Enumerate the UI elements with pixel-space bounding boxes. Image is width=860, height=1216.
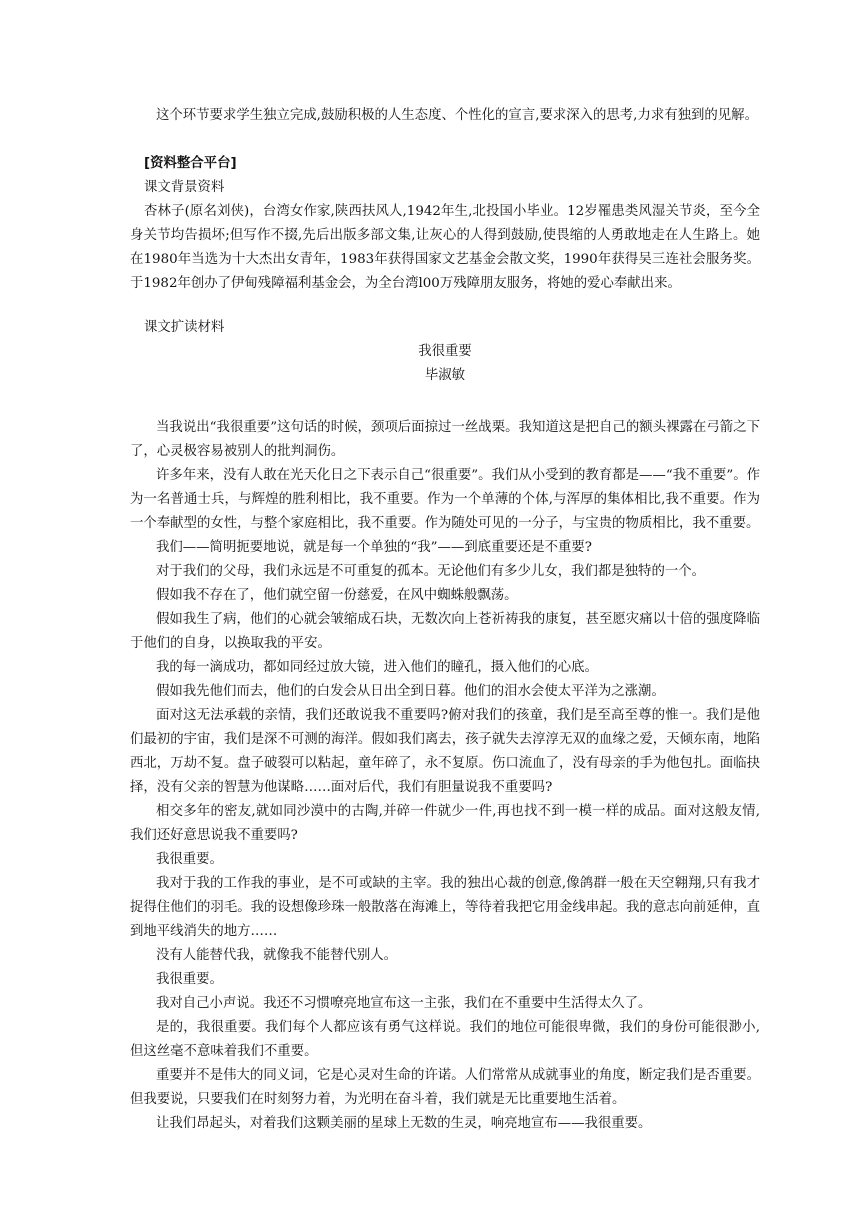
article-title: 我很重要 <box>418 344 472 359</box>
article-paragraph: 对于我们的父母，我们永远是不可重复的孤本。无论他们有多少儿女，我们都是独特的一个。 <box>156 564 706 579</box>
article-paragraph: 我很重要。 <box>156 972 223 987</box>
intro-paragraph: 这个环节要求学生独立完成,鼓励积极的人生态度、个性化的宣言,要求深入的思考,力求有独到的见解。 <box>156 108 758 123</box>
article-paragraph: 假如我不存在了，他们就空留一份慈爱，在风中蜘蛛般飘荡。 <box>156 588 518 603</box>
background-paragraph: 杏林子(原名刘侠)，台湾女作家,陕西扶风人,1942年生,北投国小毕业。12岁罹患类风湿关节炎，至今全身关节均告损坏;但写作不掇,先后出版多部文集,让灰心的人得到鼓励,使畏缩的人勇敢地走在人生路上。她在1980年当选为十大杰出女青年，1983年获得国家文艺基金会散文奖，1990年获得吴三连社会服务奖。于1982年创办了伊甸残障福利基金会，为全台湾l00万残障朋友服务，将她的爱心奉献出来。 <box>130 204 760 291</box>
article-paragraph: 我对自己小声说。我还不习惯嘹亮地宣布这一主张，我们在不重要中生活得太久了。 <box>156 996 652 1011</box>
article-paragraph: 假如我生了病，他们的心就会皱缩成石块，无数次向上苍祈祷我的康复，甚至愿灾痛以十倍的强度降临于他们的自身，以换取我的平安。 <box>130 612 760 651</box>
article-paragraph: 让我们昂起头，对着我们这颗美丽的星球上无数的生灵，响亮地宣布——我很重要。 <box>156 1116 652 1131</box>
article-paragraph: 我对于我的工作我的事业，是不可或缺的主宰。我的独出心裁的创意,像鸽群一般在天空翱翔,只有我才捉得住他们的羽毛。我的设想像珍珠一般散落在海滩上，等待着我把它用金线串起。我的意志向前延伸，直到地平线消失的地方…… <box>130 876 760 939</box>
article-paragraph: 没有人能替代我，就像我不能替代别人。 <box>156 948 398 963</box>
article-paragraph: 许多年来，没有人敢在光天化日之下表示自己“很重要”。我们从小受到的教育都是——“我不重要”。作为一名普通士兵，与辉煌的胜利相比，我不重要。作为一个单薄的个体,与浑厚的集体相比,我不重要。作为一个奉献型的女性，与整个家庭相比，我不重要。作为随处可见的一分子，与宝贵的物质相比，我不重要。 <box>130 468 760 531</box>
article-paragraph: 假如我先他们而去，他们的白发会从日出全到日暮。他们的泪水会使太平洋为之涨潮。 <box>156 684 665 699</box>
spacer <box>130 388 760 416</box>
article-paragraph: 当我说出“我很重要”这句话的时候，颈项后面掠过一丝战栗。我知道这是把自己的额头裸露在弓箭之下了，心灵极容易被别人的批判洞伤。 <box>130 420 760 459</box>
article-paragraph: 是的，我很重要。我们每个人都应该有勇气这样说。我们的地位可能很卑微，我们的身份可能很渺小,但这丝毫不意味着我们不重要。 <box>130 1020 760 1059</box>
background-label: 课文背景资料 <box>144 180 225 195</box>
extended-reading-label: 课文扩读材料 <box>144 320 225 335</box>
article-paragraph: 重要并不是伟大的同义词，它是心灵对生命的许诺。人们常常从成就事业的角度，断定我们是否重要。但我要说，只要我们在时刻努力着，为光明在奋斗着，我们就是无比重要地生活着。 <box>130 1068 760 1107</box>
article-paragraph: 相交多年的密友,就如同沙漠中的古陶,并碎一件就少一件,再也找不到一模一样的成品。面对这般友情,我们还好意思说我不重要吗? <box>130 804 760 843</box>
spacer <box>130 296 760 316</box>
spacer <box>130 128 760 152</box>
article-paragraph: 我很重要。 <box>156 852 223 867</box>
article-author: 毕淑敏 <box>424 368 466 383</box>
article-paragraph: 面对这无法承载的亲情，我们还敢说我不重要吗?俯对我们的孩童，我们是至高至尊的惟一。我们是他们最初的宇宙，我们是深不可测的海洋。假如我们离去，孩子就失去淳淳无双的血缘之爱，天倾东南，地陷西北，万劫不复。盘子破裂可以粘起，童年碎了，永不复原。伤口流血了，没有母亲的手为他包扎。面临抉择，没有父亲的智慧为他谋略……面对后代，我们有胆量说我不重要吗? <box>130 708 760 795</box>
section-title: [资料整合平台] <box>144 156 237 171</box>
article-paragraph: 我们——简明扼要地说，就是每一个单独的“我”——到底重要还是不重要? <box>156 540 592 555</box>
article-paragraph: 我的每一滴成功，都如同经过放大镜，进入他们的瞳孔，摄入他们的心底。 <box>156 660 598 675</box>
